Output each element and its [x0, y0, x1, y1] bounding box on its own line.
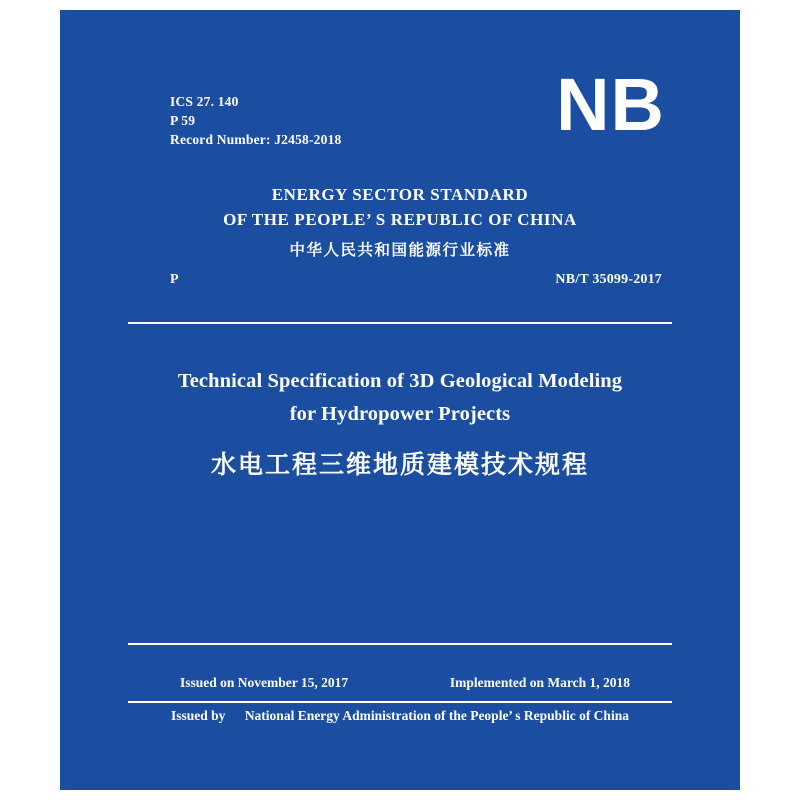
code-block: [170, 92, 341, 149]
title-english-line-2: for Hydropower Projects: [289, 403, 511, 425]
organization-line-1: ENERGY SECTOR STANDARD: [271, 185, 529, 204]
issued-date: Issued on November 15, 2017: [180, 675, 349, 690]
organization-line-chinese: 中华人民共和国能源行业标准: [289, 241, 511, 259]
title-english-line-1: Technical Specification of 3D Geological Modeling: [177, 370, 623, 392]
title-block: [60, 365, 740, 481]
classification-code: P 59: [170, 113, 196, 128]
divider-bottom: [128, 643, 672, 645]
standard-number: NB/T 35099-2017: [555, 272, 662, 287]
organization-block: [60, 182, 740, 260]
organization-line-2: OF THE PEOPLE’ S REPUBLIC OF CHINA: [223, 210, 577, 229]
title-chinese: 水电工程三维地质建模技术规程: [210, 450, 589, 479]
dates-row: [60, 675, 740, 695]
standard-meta-row: [60, 272, 740, 294]
cover-header: [60, 63, 740, 162]
standard-cover: [60, 10, 740, 790]
divider-top: [128, 322, 672, 324]
divider-footer: [128, 701, 672, 703]
implemented-date: Implemented on March 1, 2018: [449, 675, 630, 690]
record-number: Record Number: J2458-2018: [170, 132, 342, 147]
issuer-name: National Energy Administration of the People’ s Republic of China: [244, 708, 629, 723]
ics-code: ICS 27. 140: [170, 94, 239, 109]
issuer-label: Issued by: [171, 708, 226, 723]
issuer-row: [60, 708, 740, 724]
nb-logo: NB: [556, 63, 665, 146]
classification-letter: P: [170, 272, 179, 287]
